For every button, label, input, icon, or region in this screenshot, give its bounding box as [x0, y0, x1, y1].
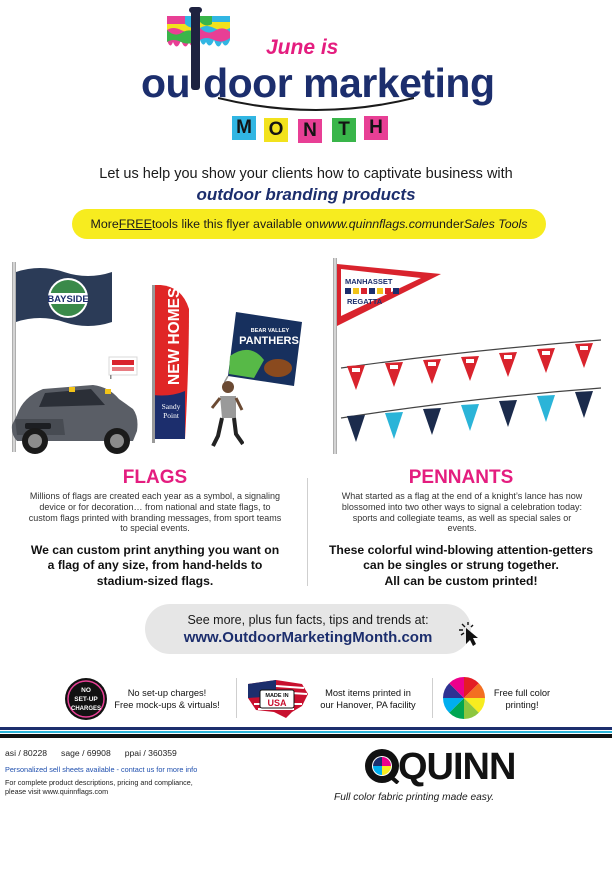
bunting-string [218, 96, 414, 118]
supplier-codes: asi / 80228 sage / 69908 ppai / 360359 [5, 748, 177, 758]
svg-text:CHARGES: CHARGES [70, 706, 102, 712]
outdoor-marketing-month-cta[interactable] [145, 604, 471, 654]
made-in-usa-text: Most items printed in our Hanover, PA facility [320, 688, 416, 710]
svg-text:MANHASSET: MANHASSET [345, 277, 393, 286]
pennants-heading: PENNANTS [408, 467, 514, 488]
made-in-usa-icon [246, 676, 310, 720]
outdoor-marketing-title: ou door marketing [141, 60, 495, 106]
bayside-flag [16, 268, 112, 330]
red-pennant-string [347, 343, 593, 390]
intro-highlight: outdoor branding products [196, 185, 416, 204]
disclaimer: For complete product descriptions, pricing and compliance, please visit www.quinnflags.com [5, 778, 193, 796]
flags-body: Millions of flags are created each year as a symbol, a signaling device or for decoration… from national and state flags, to custom flags printed with branding messages, from sport teams to special events. [28, 491, 282, 534]
pennant-strings [339, 338, 603, 448]
cursor-click-icon [456, 620, 484, 648]
sales-tools-banner[interactable]: More FREE tools like this flyer available on www.quinnflags.com under Sales Tools [72, 209, 546, 239]
free-label: FREE [118, 217, 152, 231]
footer-rule-cyan [0, 731, 612, 733]
svg-text:PANTHERS: PANTHERS [239, 335, 299, 347]
svg-text:Sandy: Sandy [161, 402, 181, 411]
svg-text:REGATTA: REGATTA [347, 297, 383, 306]
bunting-letter-t: T [332, 118, 356, 142]
pennants-callout: These colorful wind-blowing attention-getters can be singles or strung together. All can be custom printed! [328, 543, 594, 588]
color-wheel-icon [442, 676, 486, 720]
bunting-letter-m: M [232, 116, 256, 140]
panthers-handheld-flag [224, 312, 304, 388]
sell-sheets-link[interactable]: Personalized sell sheets available - contact us for more info [5, 765, 198, 774]
svg-text:BEAR VALLEY: BEAR VALLEY [250, 328, 290, 334]
feature-divider-1 [236, 678, 237, 718]
column-divider [307, 478, 308, 586]
svg-text:BAYSIDE: BAYSIDE [47, 294, 89, 305]
footer-rule-black [0, 734, 612, 738]
footer-rule-navy [0, 727, 612, 730]
colorful-flag-right [200, 16, 230, 52]
website-link[interactable]: www.quinnflags.com [319, 217, 433, 231]
running-man [210, 378, 244, 454]
cta-url-link[interactable]: www.OutdoorMarketingMonth.com [183, 629, 433, 646]
svg-text:NEW HOMES: NEW HOMES [166, 287, 183, 385]
flags-callout: We can custom print anything you want on a flag of any size, from hand-helds to stadium-sized flags. [30, 543, 280, 588]
june-is-text: June is [266, 36, 339, 59]
quinn-tagline: Full color fabric printing made easy. [334, 792, 495, 803]
new-homes-feather-flag [151, 285, 191, 443]
feature-divider-2 [432, 678, 433, 718]
suv-car [9, 375, 139, 457]
svg-text:NO: NO [81, 687, 91, 694]
manhasset-regatta-pennant [337, 264, 441, 326]
intro-line: Let us help you show your clients how to captivate business with [99, 166, 513, 182]
pennants-body: What started as a flag at the end of a knight’s lance has now blossomed into two other ways to signal a celebration today: sports and collegiate teams, as well as special sales or events. [341, 491, 583, 534]
cta-line: See more, plus fun facts, tips and trends at: [187, 613, 429, 627]
flags-heading: FLAGS [122, 467, 188, 488]
bunting-letter-o: O [264, 118, 288, 142]
blue-pennant-string [347, 391, 593, 442]
no-setup-text: No set-up charges! Free mock-ups & virtuals! [114, 688, 220, 710]
bunting-letter-h: H [364, 116, 388, 140]
bunting-letter-n: N [298, 119, 322, 143]
quinn-brand: QUINN [398, 746, 516, 788]
quinn-logo-icon [364, 748, 400, 784]
svg-text:MADE IN: MADE IN [265, 693, 289, 699]
full-color-text: Free full color printing! [493, 688, 551, 710]
no-setup-charges-badge-icon [64, 677, 108, 721]
svg-text:USA: USA [267, 698, 287, 708]
svg-text:Point: Point [163, 411, 179, 420]
svg-text:SET-UP: SET-UP [74, 696, 98, 703]
